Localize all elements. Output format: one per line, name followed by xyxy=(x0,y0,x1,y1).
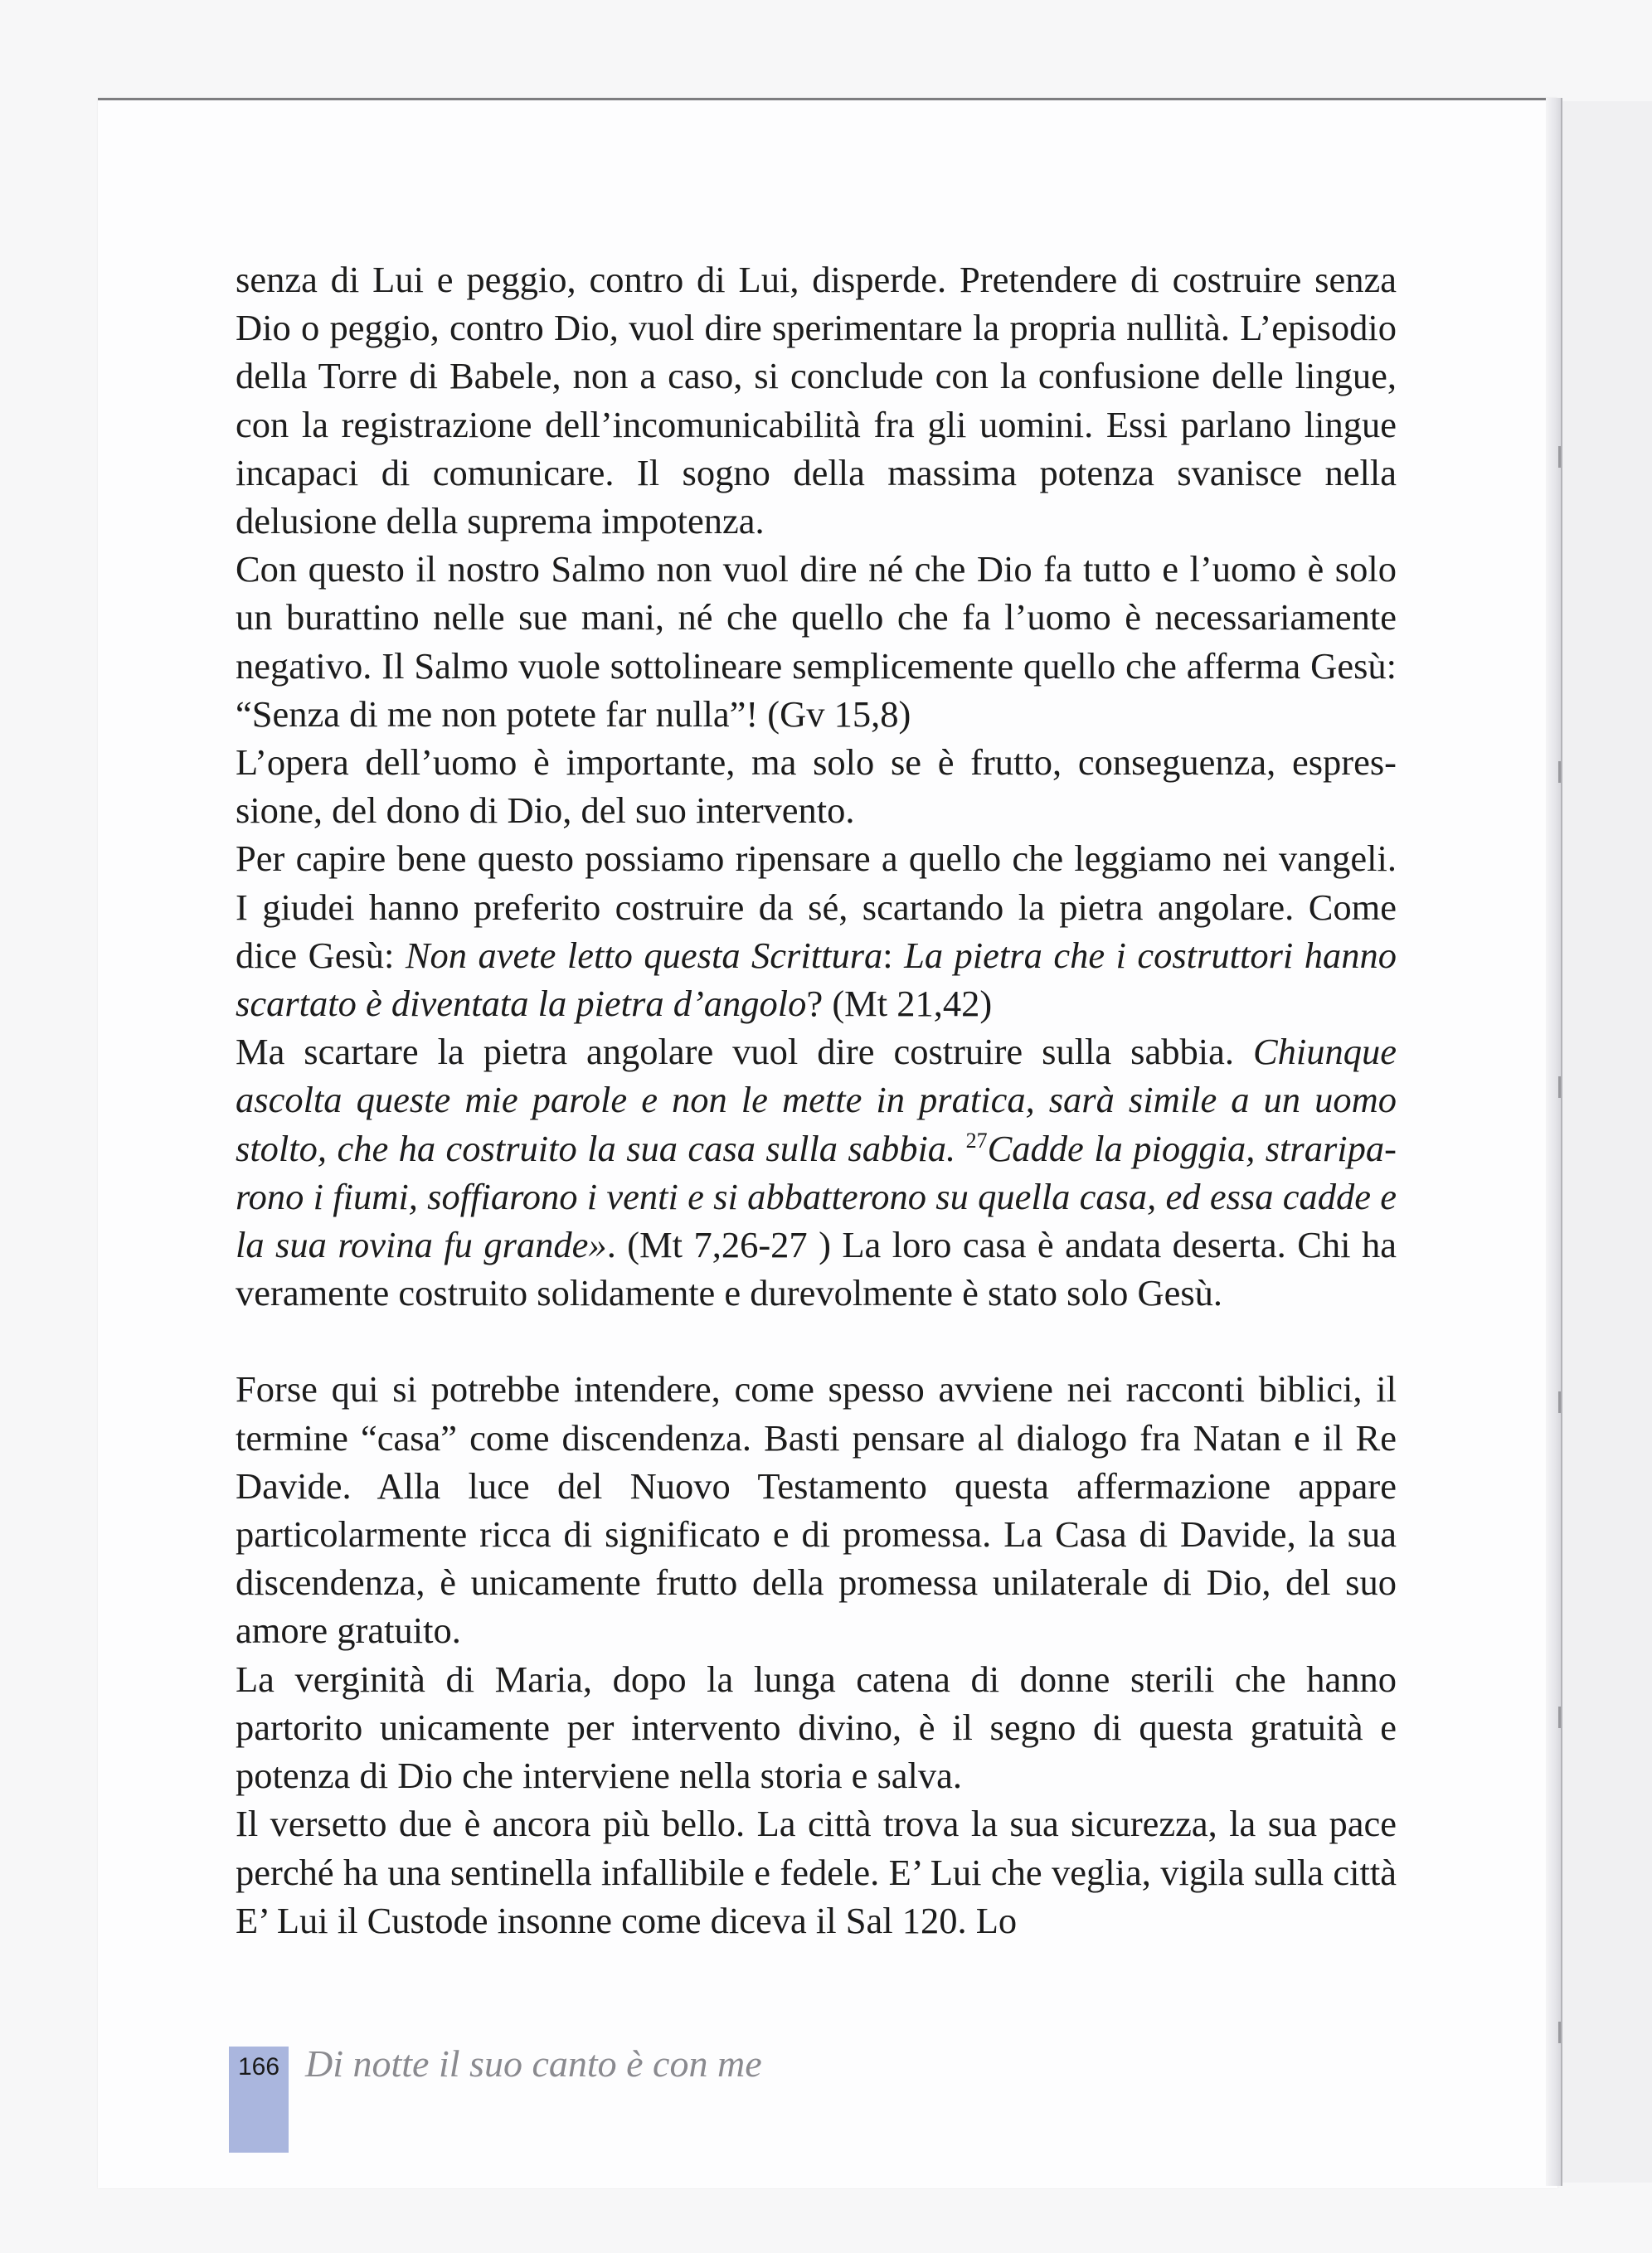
running-title: Di notte il suo canto è con me xyxy=(305,2042,762,2085)
paragraph xyxy=(236,834,1397,1027)
paragraph xyxy=(236,1027,1397,1317)
paragraph xyxy=(236,1799,1397,1945)
paragraph xyxy=(236,545,1397,738)
text-run: Ma scartare la pietra angolare vuol dire costruire sulla sabbia. xyxy=(236,1031,1253,1073)
book-spine xyxy=(1546,98,1562,2186)
paragraph xyxy=(236,738,1397,834)
text-run: Per capire bene questo possiamo ripensare a quello che leggiamo nei vangeli. I giudei hanno preferito costruire da sé, scartando la pietra angolare. Come dice Gesù: xyxy=(236,838,1397,976)
paragraph xyxy=(236,255,1397,545)
binding-stitch xyxy=(1558,1391,1561,1413)
binding-stitch xyxy=(1558,1707,1561,1728)
text-run: ? (Mt 21,42) xyxy=(806,983,993,1025)
italic-quote: La pietra che i costruttori hanno scartato è diventata la pietra d’angolo xyxy=(236,934,1397,1025)
facing-page-edge xyxy=(1562,101,1652,2183)
body-text xyxy=(236,255,1397,1945)
text-run: : xyxy=(882,934,905,976)
binding-stitch xyxy=(1558,1076,1561,1098)
text-run: L’opera dell’uomo è importante, ma solo se è frutto, conseguenza, espressione, del dono di Dio, del suo intervento. xyxy=(236,741,1397,832)
binding-stitch xyxy=(1558,2022,1561,2043)
text-run: Forse qui si potrebbe intendere, come spesso avviene nei racconti biblici, il termine “casa” come discendenza. Basti pensare al dialogo fra Natan e il Re Davide. Alla luce del Nuovo Testamento questa affermazione appare particolarmente ricca di significato e di promessa. La Casa di Davide, la sua discendenza, è unicamente frutto della promessa unilaterale di Dio, del suo amore gratuito. xyxy=(236,1368,1397,1652)
text-run: La verginità di Maria, dopo la lunga catena di donne sterili che hanno partorito unicamente per intervento divino, è il segno di questa gratuità e potenza di Dio che interviene nella storia e salva. xyxy=(236,1658,1397,1797)
italic-quote: Non avete letto questa Scrittura xyxy=(405,934,883,976)
italic-quote: Cadde la pioggia, strariparono i fiumi, soffiarono i venti e si abbatterono su quella casa, ed essa cadde e la sua rovina fu grande» xyxy=(236,1127,1397,1266)
text-run: . (Mt 7,26-27 ) La loro casa è andata deserta. Chi ha veramente costruito solidamente e durevolmente è stato solo Gesù. xyxy=(236,1224,1397,1314)
text-run: senza di Lui e peggio, contro di Lui, disperde. Pretendere di costruire senza Dio o peggio, contro Dio, vuol dire sperimentare la propria nullità. L’episodio della Torre di Babele, non a caso, si conclude con la confusione delle lingue, con la registrazione dell’incomunicabilità fra gli uomini. Essi parlano lingue incapaci di comunicare. Il sogno della massima potenza svanisce nella delusione della suprema impotenza. xyxy=(236,259,1397,542)
text-run: Con questo il nostro Salmo non vuol dire né che Dio fa tutto e l’uomo è solo un burattino nelle sue mani, né che quello che fa l’uomo è necessariamente negativo. Il Salmo vuole sottolineare semplicemente quello che afferma Gesù: “Senza di me non potete far nulla”! (Gv 15,8) xyxy=(236,548,1397,735)
paragraph xyxy=(236,1655,1397,1800)
paragraph xyxy=(236,1365,1397,1654)
binding-stitch xyxy=(1558,761,1561,783)
verse-number: 27 xyxy=(965,1128,988,1153)
italic-quote: Chiunque ascolta queste mie parole e non le mette in pratica, sarà simile a un uomo stolto, che ha costruito la sua casa sulla sabbia. xyxy=(236,1031,1397,1169)
binding-stitch xyxy=(1558,446,1561,468)
page-number: 166 xyxy=(237,2053,280,2081)
text-run: Il versetto due è ancora più bello. La città trova la sua sicurezza, la sua pace perché ha una sentinella infallibile e fedele. E’ Lui che veglia, vigila sulla città E’ Lui il Custode insonne come diceva il Sal 120. Lo xyxy=(236,1803,1397,1941)
